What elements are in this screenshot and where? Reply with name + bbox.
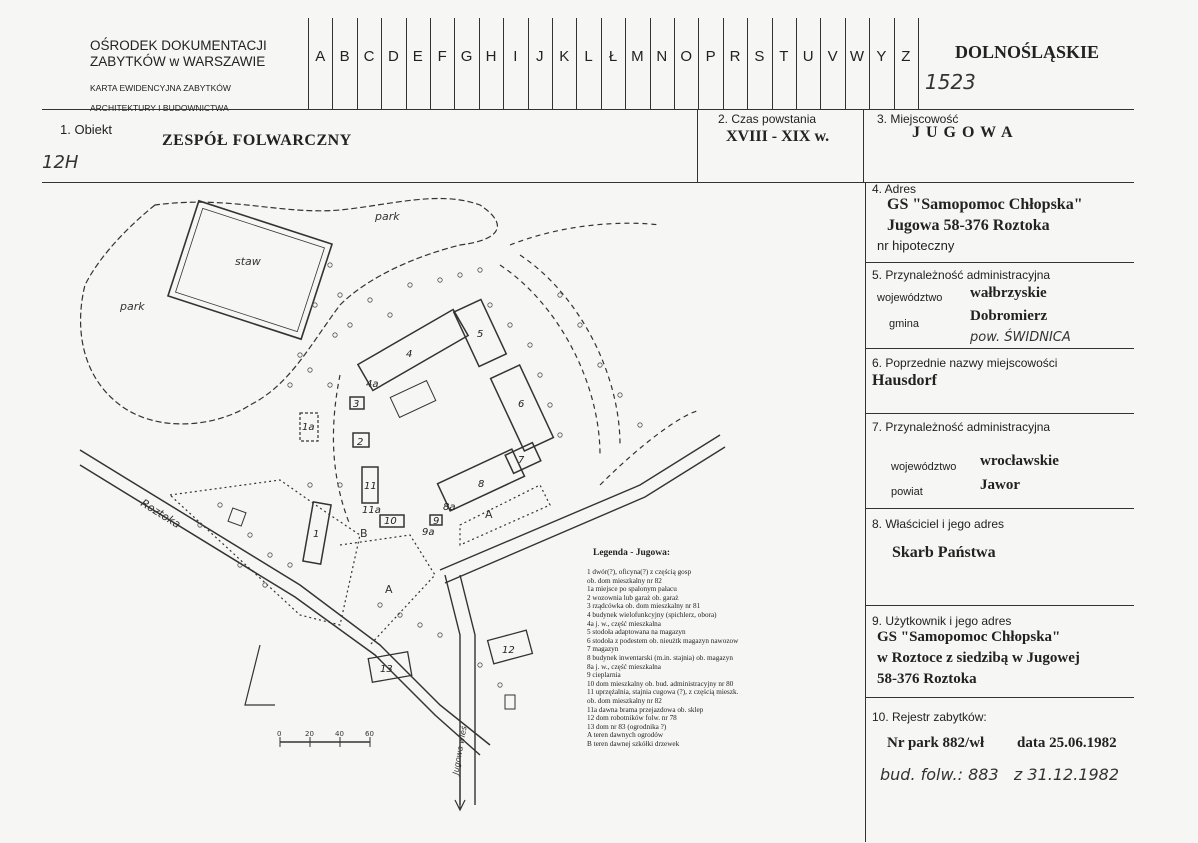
tree-mark xyxy=(308,368,312,372)
field-7-county-label: powiat xyxy=(891,486,923,498)
col-divider-obiekt xyxy=(697,109,698,182)
building-label-12: 12 xyxy=(502,645,515,656)
tree-mark xyxy=(558,293,562,297)
north-arrow xyxy=(245,645,275,705)
field-10-register-date: data 25.06.1982 xyxy=(1017,735,1117,751)
building-label-7: 7 xyxy=(518,455,525,466)
area-a-boundary xyxy=(170,480,360,625)
legend-items xyxy=(587,568,787,748)
field-1-label: 1. Obiekt xyxy=(60,122,113,137)
right-column-border xyxy=(865,182,866,842)
alphabet-letter: F xyxy=(437,48,447,65)
building-label-4: 4 xyxy=(406,349,413,360)
divider-6 xyxy=(866,348,1134,349)
legend-item: 1a miejsce po spalonym pałacu xyxy=(587,585,677,594)
building-label-11a: 11a xyxy=(362,505,381,516)
pond xyxy=(168,201,332,339)
tree-mark xyxy=(438,633,442,637)
building-label-4a: 4a xyxy=(366,379,379,390)
alphabet-letter: P xyxy=(705,48,716,65)
main-road xyxy=(80,450,490,745)
field-5-commune: Dobromierz xyxy=(970,308,1048,324)
tree-mark xyxy=(328,383,332,387)
field-7-label: 7. Przynależność administracyjna xyxy=(872,420,1051,434)
building-label-10: 10 xyxy=(384,516,397,527)
tree-mark xyxy=(368,298,372,302)
building-label-9: 9 xyxy=(433,516,440,527)
building-label-13: 13 xyxy=(380,664,393,675)
legend-item: 8a j. w., część mieszkalna xyxy=(587,662,661,671)
legend-item: 11a dawna brama przejazdowa ob. sklep xyxy=(587,705,704,714)
alphabet-letter: Ł xyxy=(608,48,618,65)
tree-mark xyxy=(478,268,482,272)
legend-item: B teren dawnej szkółki drzewek xyxy=(587,739,680,748)
alphabet-letter: W xyxy=(849,48,865,65)
tree-mark xyxy=(388,313,392,317)
institution-name-line2: ZABYTKÓW w WARSZAWIE xyxy=(90,54,266,69)
tree-mark xyxy=(288,563,292,567)
legend-item: 12 dom robotników folw. nr 78 xyxy=(587,714,677,723)
field-9-line2: w Roztoce z siedzibą w Jugowej xyxy=(877,650,1080,666)
region-name: DOLNOŚLĄSKIE xyxy=(955,42,1100,62)
tree-mark xyxy=(308,483,312,487)
alphabet-letter: T xyxy=(779,48,789,65)
col-divider-czas xyxy=(863,109,864,182)
tree-mark xyxy=(298,353,302,357)
legend-title: Legenda - Jugowa: xyxy=(593,548,671,558)
legend-item: 4a j. w., część mieszkalna xyxy=(587,619,661,628)
field-2-value: XVIII - XIX w. xyxy=(726,128,830,145)
divider-9 xyxy=(866,605,1134,606)
tree-mark xyxy=(263,583,267,587)
alphabet-letter: S xyxy=(754,48,765,65)
legend-item: 7 magazyn xyxy=(587,645,619,654)
header-divider xyxy=(42,109,1134,110)
alphabet-letter: O xyxy=(680,48,693,65)
legend-item: A teren dawnych ogrodów xyxy=(587,731,664,740)
field-6-label: 6. Poprzednie nazwy miejscowości xyxy=(872,356,1058,370)
field-1-handwritten: 12H xyxy=(42,152,79,173)
tree-mark xyxy=(478,663,482,667)
building-label-2: 2 xyxy=(357,437,364,448)
tree-mark xyxy=(338,293,342,297)
field-5-handwritten: pow. ŚWIDNICA xyxy=(970,330,1071,345)
card-type-line1: KARTA EWIDENCYJNA ZABYTKÓW xyxy=(90,83,231,93)
tree-mark xyxy=(558,433,562,437)
alphabet-letter: A xyxy=(315,48,326,65)
field-4-label: 4. Adres xyxy=(872,182,917,196)
building-label-6: 6 xyxy=(518,399,525,410)
field-8-value: Skarb Państwa xyxy=(892,544,996,561)
row1-divider xyxy=(42,182,1134,183)
map-label-road-left: Roztoka xyxy=(138,496,183,532)
field-10-label: 10. Rejestr zabytków: xyxy=(872,710,987,724)
building-label-5: 5 xyxy=(477,329,484,340)
legend-item: 1 dwór(?), oficyna(?) z częścią gosp xyxy=(587,568,692,576)
divider-5 xyxy=(866,262,1134,263)
field-5-voivodeship-label: województwo xyxy=(877,292,943,304)
field-7-county: Jawor xyxy=(980,477,1020,493)
field-2-label: 2. Czas powstania xyxy=(718,112,817,126)
scale-tick-0: 0 xyxy=(277,730,282,738)
field-9-line1: GS "Samopomoc Chłopska" xyxy=(877,629,1061,645)
tree-mark xyxy=(218,503,222,507)
field-9-line3: 58-376 Roztoka xyxy=(877,671,977,687)
map-label-staw: staw xyxy=(235,255,261,268)
legend-item: 6 stodoła z podestem ob. nieużtk magazyn nawozow xyxy=(587,636,739,645)
alphabet-letter: K xyxy=(559,48,570,65)
alphabet-letter: L xyxy=(584,48,593,65)
map-label-park-left: park xyxy=(120,300,145,313)
tree-mark xyxy=(598,363,602,367)
tree-mark xyxy=(618,393,622,397)
field-4-line3: nr hipoteczny xyxy=(877,238,955,253)
divider-7 xyxy=(866,413,1134,414)
card-type-line2: ARCHITEKTURY I BUDOWNICTWA xyxy=(90,103,229,113)
tree-mark xyxy=(508,323,512,327)
building-label-1a: 1a xyxy=(302,422,315,433)
scale-tick-60: 60 xyxy=(365,730,374,738)
tree-mark xyxy=(538,373,542,377)
map-label-park-top: park xyxy=(375,210,400,223)
legend-item: 9 cieplarnia xyxy=(587,671,621,680)
alphabet-cell-divider xyxy=(918,18,919,110)
alphabet-letter: B xyxy=(339,48,350,65)
field-6-value: Hausdorf xyxy=(872,372,937,389)
alphabet-letter: N xyxy=(656,48,668,65)
building-label-1: 1 xyxy=(313,529,320,540)
divider-8 xyxy=(866,508,1134,509)
tree-mark xyxy=(248,533,252,537)
legend-item: ob. dom mieszkalny nr 82 xyxy=(587,696,662,705)
tree-mark xyxy=(418,623,422,627)
alphabet-letter: Z xyxy=(901,48,911,65)
legend-item: 13 dom nr 83 (ogrodnika ?) xyxy=(587,722,667,731)
map-legend xyxy=(587,548,787,748)
tree-mark xyxy=(378,603,382,607)
alphabet-letter: Y xyxy=(876,48,887,65)
tree-mark xyxy=(498,683,502,687)
tree-mark xyxy=(348,323,352,327)
tree-mark xyxy=(578,323,582,327)
alphabet-letter: R xyxy=(729,48,741,65)
tree-mark xyxy=(438,278,442,282)
legend-item: ob. dom mieszkalny nr 82 xyxy=(587,576,662,585)
field-4-line2: Jugowa 58-376 Roztoka xyxy=(887,217,1050,234)
tree-mark xyxy=(313,303,317,307)
legend-item: 4 budynek wielofunkcyjny (spichlerz, obora) xyxy=(587,610,717,619)
field-9-label: 9. Użytkownik i jego adres xyxy=(872,614,1012,628)
map-label-area-a2: A xyxy=(485,508,493,521)
alphabet-letter: G xyxy=(460,48,473,65)
map-label-area-a: A xyxy=(385,583,393,596)
tree-mark xyxy=(328,263,332,267)
field-8-label: 8. Właściciel i jego adres xyxy=(872,517,1005,531)
scale-tick-40: 40 xyxy=(335,730,344,738)
field-5-voivodeship: wałbrzyskie xyxy=(970,285,1047,301)
building-label-3: 3 xyxy=(353,399,360,410)
divider-10 xyxy=(866,697,1134,698)
map-label-road-bottom: Jugowa wieś xyxy=(451,725,469,776)
tree-mark xyxy=(408,283,412,287)
tree-mark xyxy=(288,383,292,387)
building-label-11: 11 xyxy=(364,481,377,492)
alphabet-letter: D xyxy=(387,48,399,65)
field-7-voivodeship: wrocławskie xyxy=(980,453,1059,469)
alphabet-letter: U xyxy=(802,48,814,65)
field-3-label: 3. Miejscowość xyxy=(877,112,959,126)
building-label-8a: 8a xyxy=(443,502,456,513)
field-10-handwritten: bud. folw.: 883 z 31.12.1982 xyxy=(880,765,1120,784)
legend-item: 8 budynek inwentarski (m.in. stajnia) ob. magazyn xyxy=(587,653,733,662)
tree-mark xyxy=(488,303,492,307)
map-label-area-b: B xyxy=(360,527,368,540)
building-label-9a: 9a xyxy=(422,527,435,538)
legend-item: 11 uprzężalnia, stajnia cugowa (?), z częścią mieszk. xyxy=(587,688,739,697)
field-4-line1: GS "Samopomoc Chłopska" xyxy=(887,196,1083,213)
field-10-register-no: Nr park 882/wł xyxy=(887,735,985,751)
handwritten-number: 1523 xyxy=(925,70,976,94)
legend-item: 2 wozownia lub garaż ob. garaż xyxy=(587,593,679,602)
field-3-value: J U G O W A xyxy=(912,124,1014,141)
alphabet-letter: J xyxy=(536,48,544,65)
tree-mark xyxy=(458,273,462,277)
legend-item: 5 stodoła adaptowana na magazyn xyxy=(587,628,686,637)
field-1-value: ZESPÓŁ FOLWARCZNY xyxy=(162,132,352,149)
tree-mark xyxy=(528,343,532,347)
legend-item: 10 dom mieszkalny ob. bud. administracyjny nr 80 xyxy=(587,679,734,688)
tree-mark xyxy=(548,403,552,407)
building-label-8: 8 xyxy=(478,479,485,490)
field-5-commune-label: gmina xyxy=(889,318,919,330)
scale-tick-20: 20 xyxy=(305,730,314,738)
tree-mark xyxy=(398,613,402,617)
alphabet-letter: H xyxy=(485,48,497,65)
tree-mark xyxy=(638,423,642,427)
legend-item: 3 rządcówka ob. dom mieszkalny nr 81 xyxy=(587,602,701,611)
alphabet-letter: V xyxy=(827,48,838,65)
alphabet-letter: I xyxy=(513,48,518,65)
field-7-voivodeship-label: województwo xyxy=(891,461,957,473)
institution-name-line1: OŚRODEK DOKUMENTACJI xyxy=(90,38,267,53)
tree-mark xyxy=(333,333,337,337)
alphabet-letter: C xyxy=(363,48,375,65)
tree-mark xyxy=(268,553,272,557)
alphabet-letter: E xyxy=(412,48,423,65)
field-5-label: 5. Przynależność administracyjna xyxy=(872,268,1051,282)
alphabet-letter: M xyxy=(631,48,644,65)
